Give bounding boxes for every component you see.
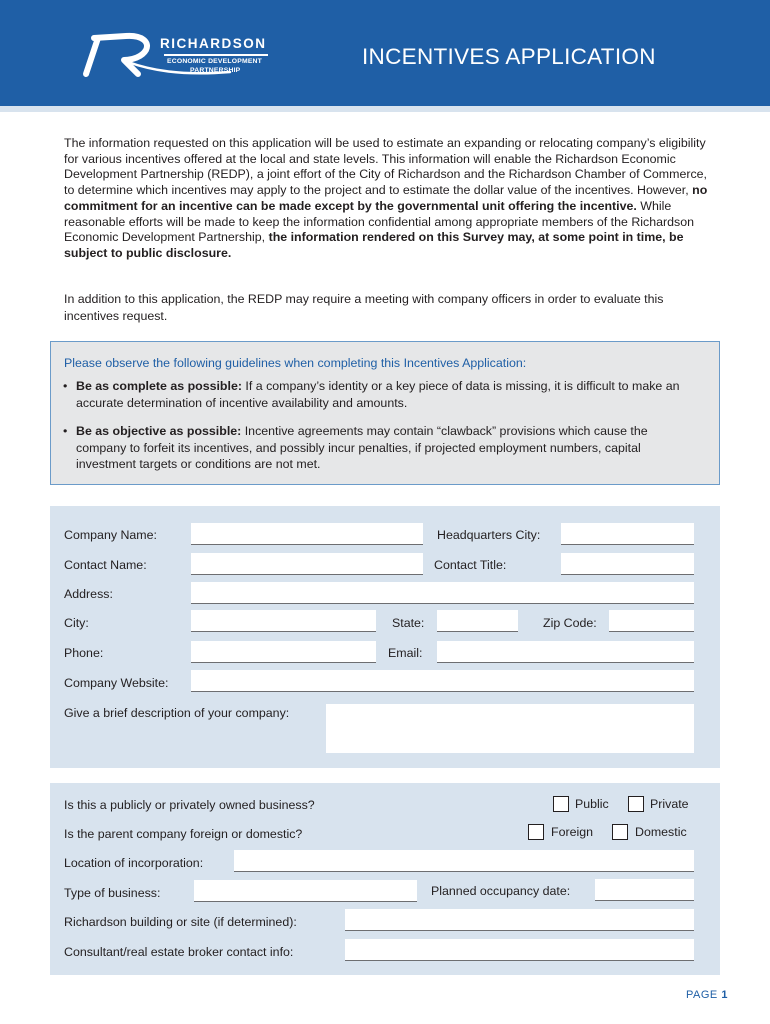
business-type-label: Type of business: — [64, 886, 161, 900]
public-checkbox[interactable] — [553, 796, 569, 812]
contact-name-field[interactable] — [191, 553, 423, 575]
state-label: State: — [392, 616, 425, 630]
guideline-text: Incentive agreements may contain “clawback” provisions which cause the company to forfeit its incentives, and possibly incur penalties, if projected employment numbers, capital investment targets or conditions are not met. — [76, 424, 648, 471]
email-label: Email: — [388, 646, 423, 660]
company-name-field[interactable] — [191, 523, 423, 545]
intro-text-d-bold: the information rendered on this Survey may, at some point in time, be subject to public disclosure. — [64, 230, 684, 260]
description-field[interactable] — [326, 704, 694, 753]
company-name-label: Company Name: — [64, 528, 157, 542]
foreign-label: Foreign — [551, 825, 594, 839]
domestic-label: Domestic — [635, 825, 687, 839]
contact-title-field[interactable] — [561, 553, 694, 575]
business-type-field[interactable] — [194, 880, 417, 902]
guidelines-title: Please observe the following guidelines when completing this Incentives Application: — [64, 356, 527, 370]
occupancy-date-field[interactable] — [595, 879, 694, 901]
brand-name: RICHARDSON — [160, 36, 267, 51]
phone-label: Phone: — [64, 646, 104, 660]
private-label: Private — [650, 797, 689, 811]
phone-field[interactable] — [191, 641, 376, 663]
guidelines-box — [50, 341, 720, 485]
intro-text-a: The information requested on this application will be used to estimate an expanding or relocating company’s eligibility for various incentives offered at the local and state levels. This information will enable the Richardson Economic Development Partnership (REDP), a joint effort of the City of Richardson and the Richardson Chamber of Commerce, to determine which incentives may apply to the project and to estimate the dollar value of the incentives. However, — [64, 136, 708, 198]
guideline-heading: Be as objective as possible: — [76, 424, 242, 438]
address-label: Address: — [64, 587, 113, 601]
city-label: City: — [64, 616, 89, 630]
occupancy-date-label: Planned occupancy date: — [431, 884, 571, 898]
contact-title-label: Contact Title: — [434, 558, 507, 572]
guideline-heading: Be as complete as possible: — [76, 379, 242, 393]
foreign-checkbox[interactable] — [528, 824, 544, 840]
zip-code-field[interactable] — [609, 610, 694, 632]
broker-contact-field[interactable] — [345, 939, 694, 961]
page-number — [686, 989, 728, 1001]
private-checkbox[interactable] — [628, 796, 644, 812]
bullet-icon: • — [63, 379, 68, 393]
building-site-field[interactable] — [345, 909, 694, 931]
city-field[interactable] — [191, 610, 376, 632]
building-site-label: Richardson building or site (if determined): — [64, 915, 297, 929]
hq-city-label: Headquarters City: — [437, 528, 541, 542]
intro-paragraph-2: In addition to this application, the REDP may require a meeting with company officers in order to evaluate this incentives request. — [64, 292, 664, 323]
page-label: PAGE — [686, 989, 718, 1001]
document-title: INCENTIVES APPLICATION — [362, 44, 656, 69]
website-field[interactable] — [191, 670, 694, 692]
page-number-value: 1 — [721, 989, 728, 1001]
header-divider — [0, 106, 770, 112]
description-label: Give a brief description of your company: — [64, 706, 290, 720]
guideline-text: If a company’s identity or a key piece of data is missing, it is difficult to make an accurate determination of incentive availability and amounts. — [76, 379, 680, 410]
zip-code-label: Zip Code: — [543, 616, 597, 630]
incorporation-field[interactable] — [234, 850, 694, 872]
website-label: Company Website: — [64, 676, 169, 690]
bullet-icon: • — [63, 424, 68, 438]
address-field[interactable] — [191, 582, 694, 604]
parent-company-question: Is the parent company foreign or domestic? — [64, 827, 303, 841]
intro-text-b-bold: no commitment for an incentive can be made except by the governmental unit offering the incentive. — [64, 183, 708, 213]
ownership-question: Is this a publicly or privately owned business? — [64, 798, 315, 812]
broker-contact-label: Consultant/real estate broker contact info: — [64, 945, 294, 959]
brand-subtitle-line2: PARTNERSHIP — [190, 67, 241, 74]
public-label: Public — [575, 797, 609, 811]
brand-subtitle-line1: ECONOMIC DEVELOPMENT — [167, 58, 263, 65]
state-field[interactable] — [437, 610, 518, 632]
brand-divider — [164, 54, 268, 56]
incorporation-label: Location of incorporation: — [64, 856, 204, 870]
email-field[interactable] — [437, 641, 694, 663]
intro-paragraph — [64, 136, 714, 262]
domestic-checkbox[interactable] — [612, 824, 628, 840]
page-header — [0, 0, 770, 106]
contact-name-label: Contact Name: — [64, 558, 147, 572]
intro-text-c: While reasonable efforts will be made to keep the information confidential among appropriate members of the Richardson Economic Development Partnership, — [64, 198, 694, 245]
hq-city-field[interactable] — [561, 523, 694, 545]
